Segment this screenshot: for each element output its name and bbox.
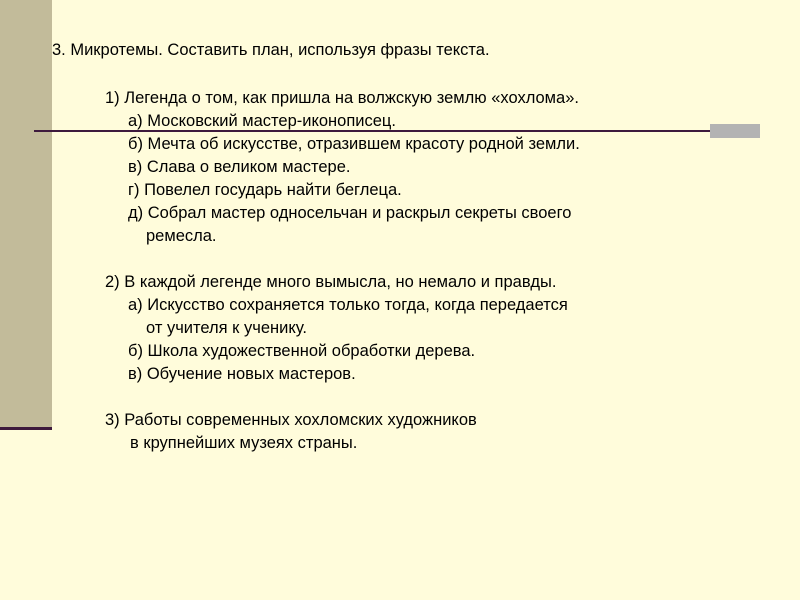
item-1a: а) Московский мастер-иконописец.: [128, 112, 396, 130]
item-2a: а) Искусство сохраняется только тогда, когда передается: [128, 296, 568, 314]
item-3-title: 3) Работы современных хохломских художников: [105, 411, 477, 429]
item-2a-continuation: от учителя к ученику.: [146, 319, 307, 337]
item-3-continuation: в крупнейших музеях страны.: [130, 434, 358, 452]
item-1c: в) Слава о великом мастере.: [128, 158, 351, 176]
item-1e: д) Собрал мастер односельчан и раскрыл секреты своего: [128, 204, 572, 222]
item-1d: г) Повелел государь найти беглеца.: [128, 181, 402, 199]
item-2-title: 2) В каждой легенде много вымысла, но немало и правды.: [105, 273, 557, 291]
item-2b: б) Школа художественной обработки дерева.: [128, 342, 476, 360]
item-1e-continuation: ремесла.: [146, 227, 217, 245]
item-2c: в) Обучение новых мастеров.: [128, 365, 356, 383]
item-1-title: 1) Легенда о том, как пришла на волжскую землю «хохлома».: [105, 89, 579, 107]
slide-heading: 3. Микротемы. Составить план, используя фразы текста.: [52, 41, 490, 59]
item-1b: б) Мечта об искусстве, отразившем красоту родной земли.: [128, 135, 580, 153]
